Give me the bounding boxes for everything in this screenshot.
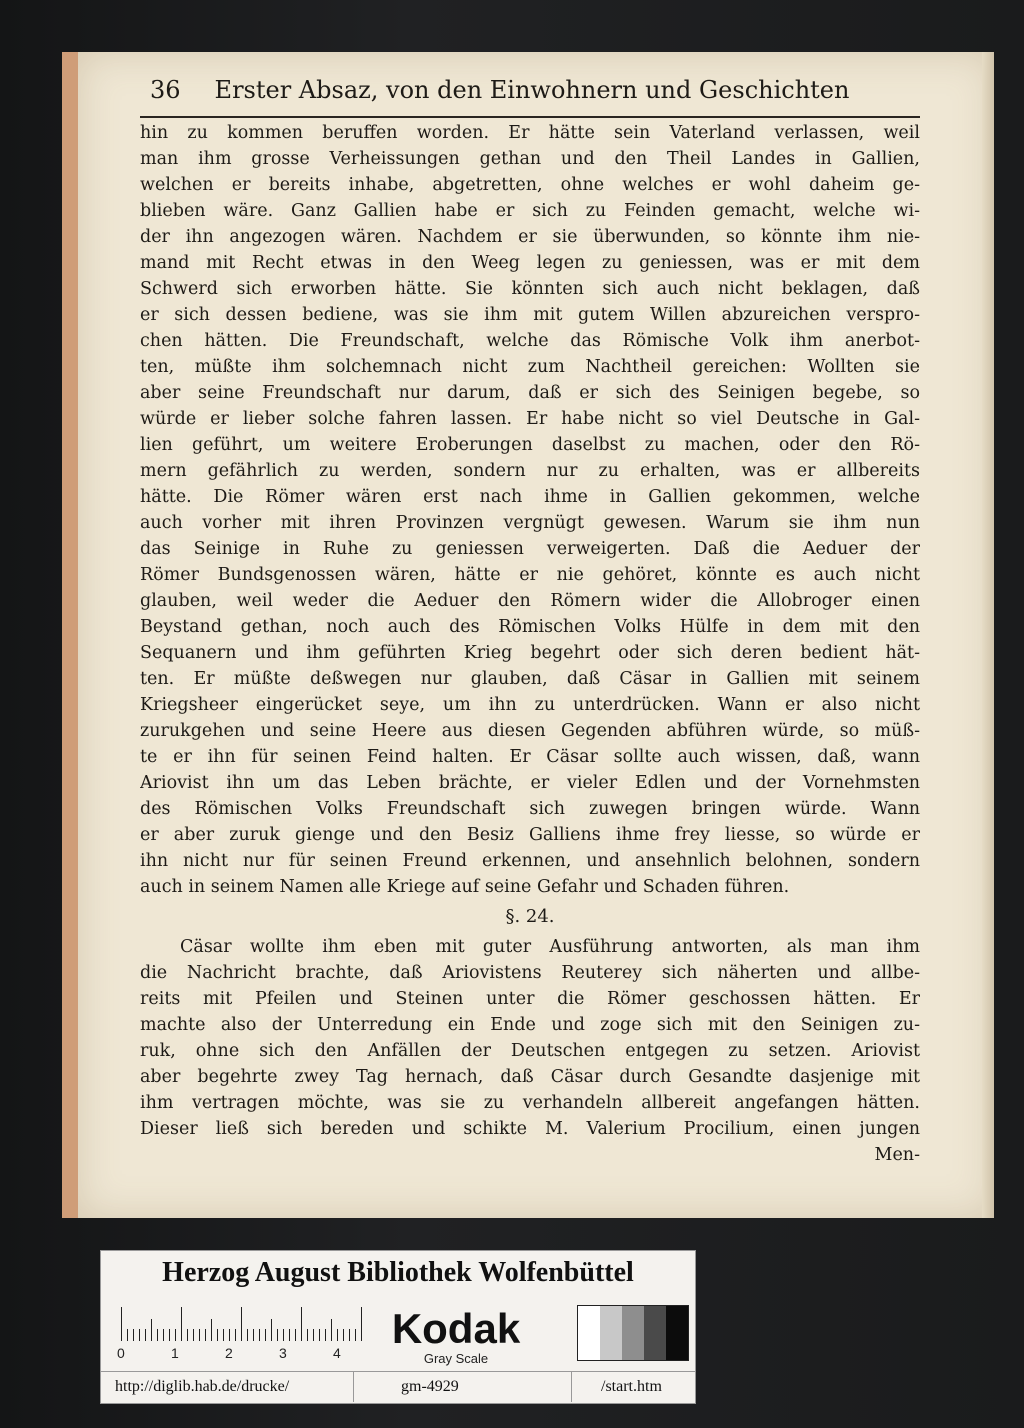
text-line: Sequanern und ihm geführten Krieg begehrt oder sich deren bedient hät- bbox=[140, 643, 920, 663]
ruler-tick bbox=[211, 1319, 212, 1341]
page-gutter-edge bbox=[982, 52, 994, 1218]
text-line: lien geführt, um weitere Eroberungen daselbst zu machen, oder den Rö- bbox=[140, 435, 920, 455]
ruler-tick bbox=[223, 1329, 224, 1341]
ruler-tick bbox=[361, 1307, 362, 1341]
ruler-tick bbox=[349, 1329, 350, 1341]
grayscale-label: Gray Scale bbox=[423, 1351, 489, 1366]
ruler-tick bbox=[313, 1329, 314, 1341]
ruler-tick bbox=[355, 1329, 356, 1341]
text-line: Römer Bundsgenossen wären, hätte er nie gehöret, könnte es auch nicht bbox=[140, 565, 920, 585]
text-line: welchen er bereits inhabe, abgetretten, ohne welches er wohl daheim ge- bbox=[140, 175, 920, 195]
ruler-number: 4 bbox=[333, 1345, 341, 1361]
grayscale-strip bbox=[577, 1305, 689, 1361]
running-header bbox=[150, 76, 850, 112]
text-line: Beystand gethan, noch auch des Römischen Volks Hülfe in dem mit den bbox=[140, 617, 920, 637]
ruler-tick bbox=[337, 1329, 338, 1341]
catchword: Men- bbox=[874, 1145, 920, 1165]
ruler-tick bbox=[295, 1329, 296, 1341]
ruler-tick bbox=[343, 1329, 344, 1341]
text-line: ten. Er müßte deßwegen nur glauben, daß Cäsar in Gallien mit seinem bbox=[140, 669, 920, 689]
ruler-tick bbox=[301, 1307, 302, 1341]
text-line: mern gefährlich zu werden, sondern nur zu erhalten, was er allbereits bbox=[140, 461, 920, 481]
ruler-tick bbox=[217, 1329, 218, 1341]
text-line: chen hätten. Die Freundschaft, welche das Römische Volk ihm anerbot- bbox=[140, 331, 920, 351]
ruler-tick bbox=[325, 1329, 326, 1341]
ruler-tick bbox=[127, 1329, 128, 1341]
footer-divider bbox=[353, 1372, 354, 1402]
gray-patch bbox=[666, 1306, 688, 1360]
text-line: ihm vertragen möchte, was sie zu verhandeln allbereit angefangen hätten. bbox=[140, 1093, 920, 1113]
text-line: glauben, weil weder die Aeduer den Römern wider die Allobroger einen bbox=[140, 591, 920, 611]
ruler-tick bbox=[253, 1329, 254, 1341]
ruler-tick bbox=[139, 1329, 140, 1341]
text-line: Ariovist ihn um das Leben brächte, er vieler Edlen und der Vornehmsten bbox=[140, 773, 920, 793]
section-heading: §. 24. bbox=[505, 906, 555, 927]
ruler-tick bbox=[235, 1329, 236, 1341]
ruler-tick bbox=[229, 1329, 230, 1341]
ruler-tick bbox=[163, 1329, 164, 1341]
text-line: auch in seinem Namen alle Kriege auf seine Gefahr und Schaden führen. bbox=[140, 877, 790, 897]
ruler-tick bbox=[181, 1307, 182, 1341]
ruler-tick bbox=[121, 1307, 122, 1341]
footer-divider bbox=[571, 1372, 572, 1402]
text-line: Cäsar wollte ihm eben mit guter Ausführung antworten, als man ihm bbox=[180, 937, 920, 957]
ruler-tick bbox=[145, 1329, 146, 1341]
ruler-tick bbox=[169, 1329, 170, 1341]
text-line: blieben wäre. Ganz Gallien habe er sich zu Feinden gemacht, welche wi- bbox=[140, 201, 920, 221]
text-line: machte also der Unterredung ein Ende und zoge sich mit den Seinigen zu- bbox=[140, 1015, 920, 1035]
gray-patch bbox=[622, 1306, 644, 1360]
measurement-ruler bbox=[121, 1307, 371, 1341]
text-line: ihn nicht nur für seinen Freund erkennen, und ansehnlich belohnen, sondern bbox=[140, 851, 920, 871]
ruler-tick bbox=[241, 1307, 242, 1341]
ruler-number: 2 bbox=[225, 1345, 233, 1361]
ruler-tick bbox=[271, 1319, 272, 1341]
text-line: aber seine Freundschaft nur darum, daß er sich des Seinigen begebe, so bbox=[140, 383, 920, 403]
text-line: mand mit Recht etwas in den Weeg legen zu geniessen, was er mit dem bbox=[140, 253, 920, 273]
url-suffix: /start.htm bbox=[601, 1378, 662, 1395]
color-target-card bbox=[100, 1250, 696, 1404]
ruler-tick bbox=[259, 1329, 260, 1341]
ruler-number: 3 bbox=[279, 1345, 287, 1361]
text-line: des Römischen Volks Freundschaft sich zuwegen bringen würde. Wann bbox=[140, 799, 920, 819]
ruler-tick bbox=[265, 1329, 266, 1341]
page-number: 36 bbox=[150, 76, 181, 104]
text-line: aber begehrte zwey Tag hernach, daß Cäsar durch Gesandte dasjenige mit bbox=[140, 1067, 920, 1087]
text-line: der ihn angezogen wären. Nachdem er sie überwunden, so könnte ihm nie- bbox=[140, 227, 920, 247]
text-line: ruk, ohne sich den Anfällen der Deutschen entgegen zu setzen. Ariovist bbox=[140, 1041, 920, 1061]
target-footer bbox=[101, 1371, 695, 1402]
text-line: zurukgehen und seine Heere aus diesen Gegenden abführen würde, so müß- bbox=[140, 721, 920, 741]
ruler-tick bbox=[247, 1329, 248, 1341]
header-rule bbox=[140, 116, 920, 118]
ruler-labels bbox=[117, 1345, 357, 1363]
ruler-tick bbox=[283, 1329, 284, 1341]
text-line: ten, müßte ihm solchemnach nicht zum Nachtheil gereichen: Wollten sie bbox=[140, 357, 920, 377]
text-line: das Seinige in Ruhe zu geniessen verweigerten. Daß die Aeduer der bbox=[140, 539, 920, 559]
ruler-tick bbox=[187, 1329, 188, 1341]
text-line: man ihm grosse Verheissungen gethan und den Theil Landes in Gallien, bbox=[140, 149, 920, 169]
ruler-tick bbox=[205, 1329, 206, 1341]
text-line: die Nachricht brachte, daß Ariovistens Reuterey sich näherten und allbe- bbox=[140, 963, 920, 983]
ruler-tick bbox=[175, 1329, 176, 1341]
text-line: reits mit Pfeilen und Steinen unter die Römer geschossen hätten. Er bbox=[140, 989, 920, 1009]
ruler-number: 0 bbox=[117, 1345, 125, 1361]
ruler-tick bbox=[151, 1319, 152, 1341]
ruler-tick bbox=[199, 1329, 200, 1341]
text-line: er aber zuruk gienge und den Besiz Galliens ihme frey liesse, so würde er bbox=[140, 825, 920, 845]
ruler-number: 1 bbox=[171, 1345, 179, 1361]
text-line: er sich dessen bediene, was sie ihm mit gutem Willen abzureichen verspro- bbox=[140, 305, 920, 325]
text-line: Schwerd sich erworben hätte. Sie könnten sich auch nicht beklagen, daß bbox=[140, 279, 920, 299]
gray-patch bbox=[644, 1306, 666, 1360]
brand-logo: Kodak bbox=[391, 1305, 521, 1352]
ruler-tick bbox=[319, 1329, 320, 1341]
text-line: te er ihn für seinen Feind halten. Er Cäsar sollte auch wissen, daß, wann bbox=[140, 747, 920, 767]
gray-patch bbox=[600, 1306, 622, 1360]
text-line: Kriegsheer eingerücket seye, um ihn zu unterdrücken. Wann er also nicht bbox=[140, 695, 920, 715]
text-line: hin zu kommen beruffen worden. Er hätte sein Vaterland verlassen, weil bbox=[140, 123, 920, 143]
ruler-tick bbox=[277, 1329, 278, 1341]
text-line: hätte. Die Römer wären erst nach ihme in Gallien gekommen, welche bbox=[140, 487, 920, 507]
text-line: auch vorher mit ihren Provinzen vergnügt gewesen. Warum sie ihm nun bbox=[140, 513, 920, 533]
url-prefix: http://diglib.hab.de/drucke/ bbox=[115, 1378, 290, 1395]
ruler-tick bbox=[331, 1319, 332, 1341]
running-title: Erster Absaz, von den Einwohnern und Geschichten bbox=[214, 76, 850, 104]
text-line: Dieser ließ sich bereden und schikte M. Valerium Procilium, einen jungen bbox=[140, 1119, 920, 1139]
ruler-tick bbox=[133, 1329, 134, 1341]
text-line: würde er lieber solche fahren lassen. Er habe nicht so viel Deutsche in Gal- bbox=[140, 409, 920, 429]
ruler-tick bbox=[289, 1329, 290, 1341]
ruler-tick bbox=[157, 1329, 158, 1341]
shelfmark: gm-4929 bbox=[401, 1378, 459, 1395]
gray-patch bbox=[578, 1306, 600, 1360]
ruler-tick bbox=[193, 1329, 194, 1341]
library-title: Herzog August Bibliothek Wolfenbüttel bbox=[162, 1257, 634, 1288]
ruler-tick bbox=[307, 1329, 308, 1341]
page-body bbox=[140, 120, 920, 1168]
